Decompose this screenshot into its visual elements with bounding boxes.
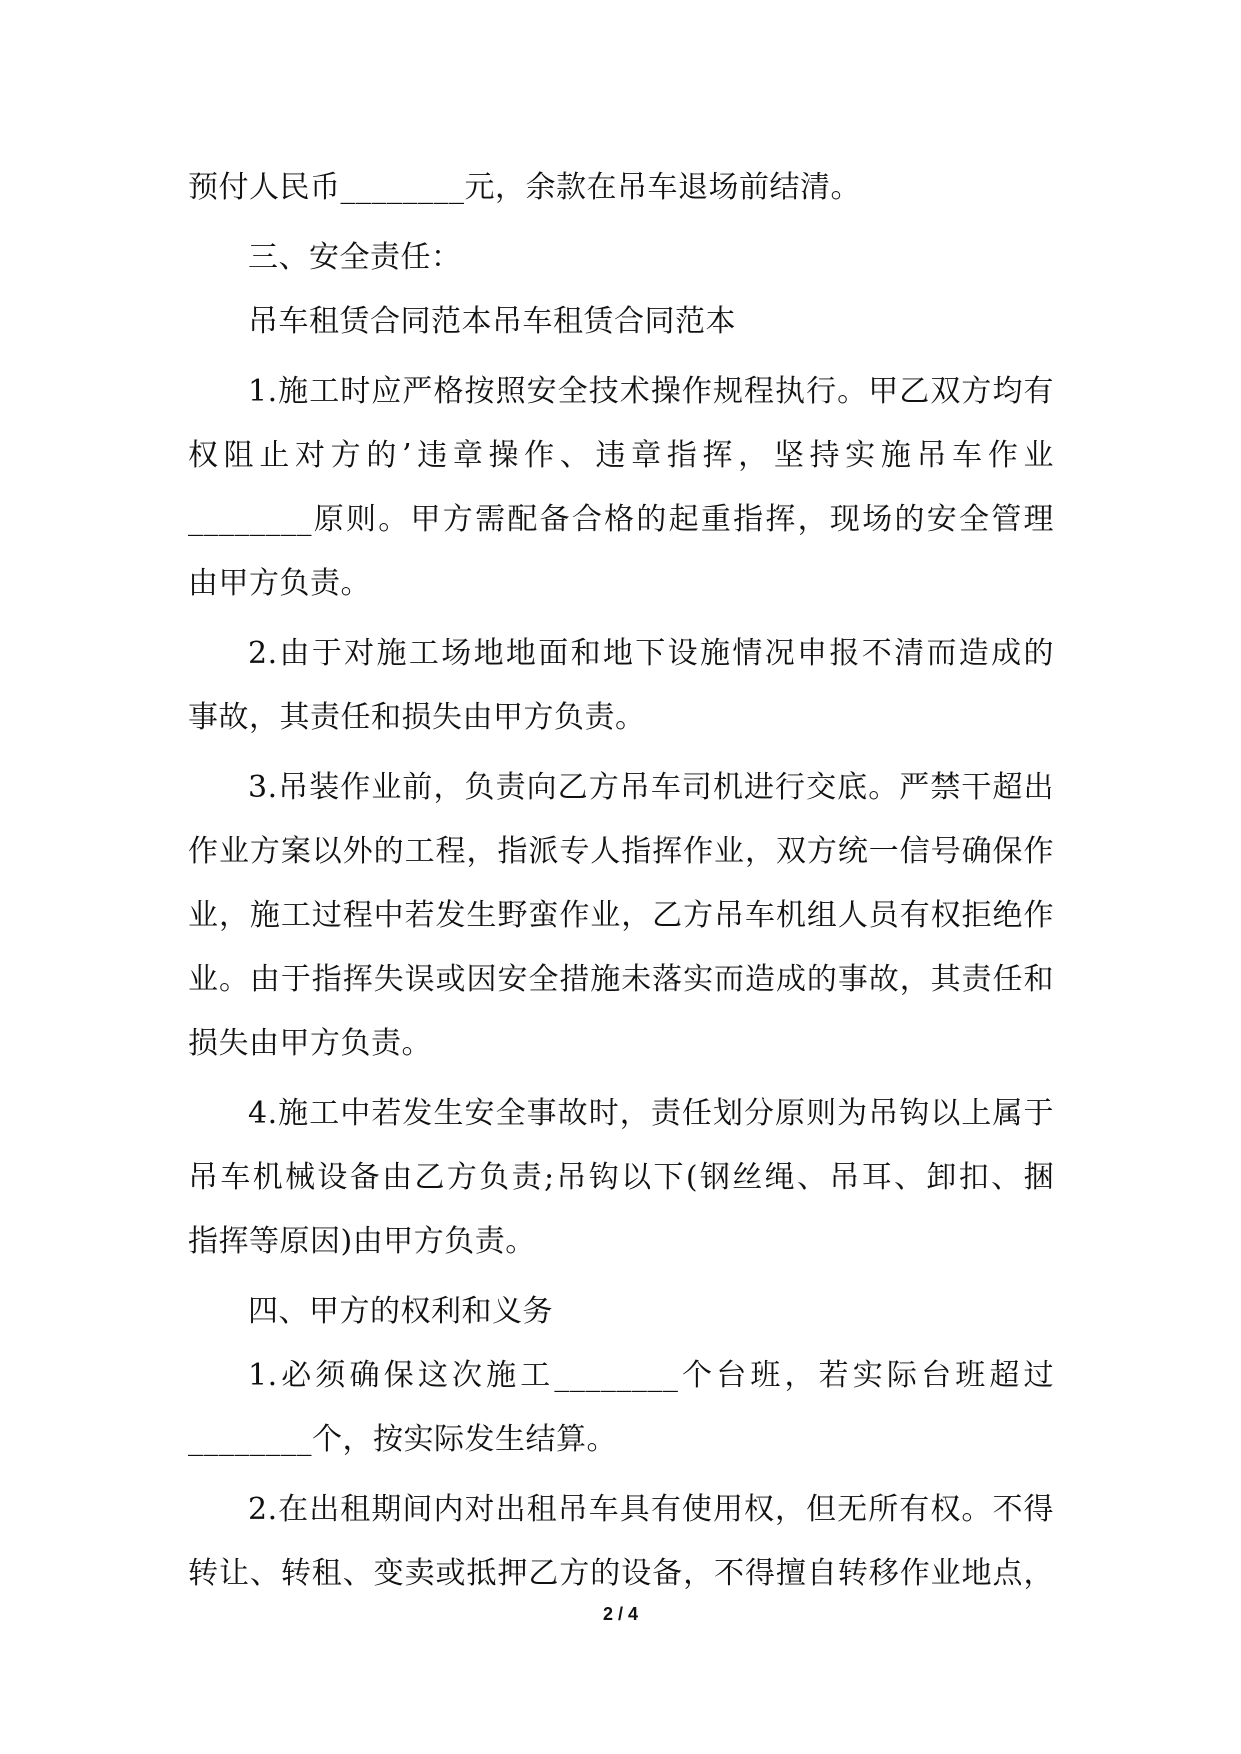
section-heading-party-a: 四、甲方的权利和义务 <box>248 1294 553 1329</box>
clause-line: 1.施工时应严格按照安全技术操作规程执行。甲乙双方均有 <box>248 374 1054 409</box>
clause-line: 事故，其责任和损失由甲方负责。 <box>188 700 646 735</box>
clause-line: ________原则。甲方需配备合格的起重指挥，现场的安全管理 <box>188 502 1054 537</box>
clause-line: 转让、转租、变卖或抵押乙方的设备，不得擅自转移作业地点， <box>188 1556 1054 1591</box>
clause-line: 2.在出租期间内对出租吊车具有使用权，但无所有权。不得 <box>248 1492 1054 1527</box>
clause-line: 权阻止对方的’违章操作、违章指挥，坚持实施吊车作业 <box>188 438 1054 473</box>
clause-line: 1.必须确保这次施工________个台班，若实际台班超过 <box>248 1358 1054 1393</box>
page-number: 2 / 4 <box>602 1604 639 1624</box>
clause-line: 业。由于指挥失误或因安全措施未落实而造成的事故，其责任和 <box>188 962 1054 997</box>
section-heading-safety: 三、安全责任： <box>248 240 462 275</box>
clause-line: ________个，按实际发生结算。 <box>188 1422 617 1457</box>
text-line-payment: 预付人民币________元，余款在吊车退场前结清。 <box>188 170 861 205</box>
document-body <box>188 156 1054 1606</box>
text-line-contract-title: 吊车租赁合同范本吊车租赁合同范本 <box>248 304 736 339</box>
clause-line: 2.由于对施工场地地面和地下设施情况申报不清而造成的 <box>248 636 1054 671</box>
clause-line: 吊车机械设备由乙方负责;吊钩以下(钢丝绳、吊耳、卸扣、捆 <box>188 1160 1054 1195</box>
clause-line: 业，施工过程中若发生野蛮作业，乙方吊车机组人员有权拒绝作 <box>188 898 1054 933</box>
clause-line: 由甲方负责。 <box>188 566 371 601</box>
clause-line: 损失由甲方负责。 <box>188 1026 432 1061</box>
clause-line: 3.吊装作业前，负责向乙方吊车司机进行交底。严禁干超出 <box>248 770 1054 805</box>
clause-line: 指挥等原因)由甲方负责。 <box>188 1224 536 1259</box>
clause-line: 作业方案以外的工程，指派专人指挥作业，双方统一信号确保作 <box>188 834 1054 869</box>
clause-line: 4.施工中若发生安全事故时，责任划分原则为吊钩以上属于 <box>248 1096 1054 1131</box>
